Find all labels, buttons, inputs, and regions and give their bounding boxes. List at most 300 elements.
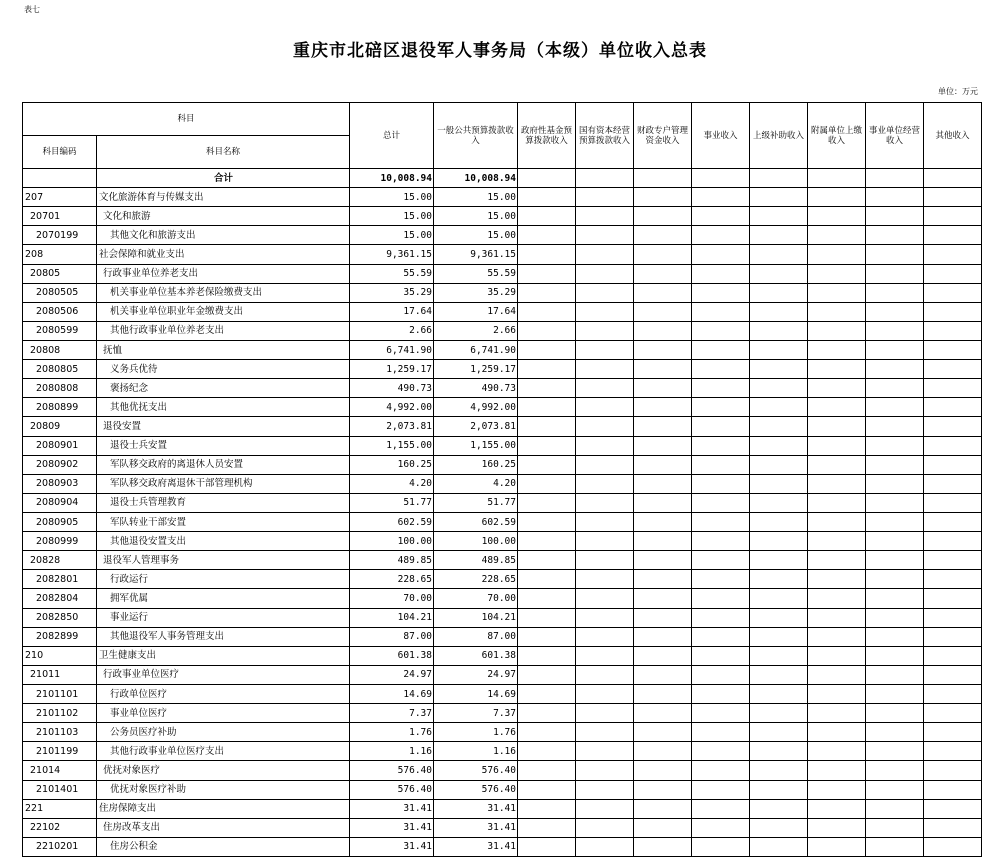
empty-cell — [866, 417, 924, 436]
subject-code-cell: 22102 — [23, 818, 97, 837]
empty-cell — [576, 608, 634, 627]
total-amount-cell: 1,155.00 — [350, 436, 434, 455]
empty-cell — [692, 360, 750, 379]
subject-code-cell: 208 — [23, 245, 97, 264]
empty-cell — [866, 589, 924, 608]
general-budget-cell: 15.00 — [434, 207, 518, 226]
empty-cell — [692, 493, 750, 512]
total-amount-cell: 1,259.17 — [350, 360, 434, 379]
empty-cell — [924, 264, 982, 283]
empty-cell — [866, 360, 924, 379]
empty-cell — [692, 302, 750, 321]
special-fund-header: 财政专户管理资金收入 — [634, 103, 692, 169]
subject-code-cell: 20701 — [23, 207, 97, 226]
table-row — [23, 417, 982, 436]
subject-name-cell: 抚恤 — [97, 340, 350, 359]
subject-name-cell: 退役军人管理事务 — [97, 551, 350, 570]
empty-cell — [866, 474, 924, 493]
empty-cell — [750, 704, 808, 723]
general-budget-cell: 31.41 — [434, 799, 518, 818]
empty-cell — [866, 283, 924, 302]
empty-cell — [808, 398, 866, 417]
subject-code-cell: 20808 — [23, 340, 97, 359]
table-row — [23, 455, 982, 474]
empty-cell — [924, 799, 982, 818]
superior-subsidy-header: 上级补助收入 — [750, 103, 808, 169]
subject-code-cell: 20828 — [23, 551, 97, 570]
table-row — [23, 532, 982, 551]
empty-cell — [518, 646, 576, 665]
total-amount-cell: 2.66 — [350, 321, 434, 340]
empty-cell — [518, 379, 576, 398]
empty-cell — [924, 493, 982, 512]
subject-name-cell: 褒扬纪念 — [97, 379, 350, 398]
empty-cell — [808, 704, 866, 723]
empty-cell — [924, 780, 982, 799]
total-amount-cell: 17.64 — [350, 302, 434, 321]
empty-cell — [866, 264, 924, 283]
general-budget-cell: 31.41 — [434, 818, 518, 837]
empty-cell — [808, 837, 866, 856]
empty-cell — [866, 455, 924, 474]
total-amount-cell: 2,073.81 — [350, 417, 434, 436]
empty-cell — [866, 837, 924, 856]
empty-cell — [576, 646, 634, 665]
empty-cell — [866, 570, 924, 589]
empty-cell — [576, 321, 634, 340]
general-budget-cell: 70.00 — [434, 589, 518, 608]
empty-cell — [750, 474, 808, 493]
empty-cell — [924, 818, 982, 837]
subject-name-cell: 社会保障和就业支出 — [97, 245, 350, 264]
empty-cell — [576, 589, 634, 608]
total-amount-cell: 55.59 — [350, 264, 434, 283]
empty-cell — [692, 646, 750, 665]
subject-name-cell: 其他文化和旅游支出 — [97, 226, 350, 245]
empty-cell — [924, 302, 982, 321]
subject-name-cell: 机关事业单位职业年金缴费支出 — [97, 302, 350, 321]
subject-name-cell: 事业单位医疗 — [97, 704, 350, 723]
subject-name-cell: 军队移交政府离退休干部管理机构 — [97, 474, 350, 493]
empty-cell — [692, 761, 750, 780]
table-row — [23, 264, 982, 283]
subject-name-cell: 退役士兵安置 — [97, 436, 350, 455]
subject-name-cell: 住房保障支出 — [97, 799, 350, 818]
empty-cell — [692, 704, 750, 723]
total-amount-cell: 602.59 — [350, 512, 434, 531]
total-amount-cell: 6,741.90 — [350, 340, 434, 359]
empty-cell — [750, 589, 808, 608]
total-amount-cell: 15.00 — [350, 207, 434, 226]
table-row — [23, 589, 982, 608]
general-budget-cell: 601.38 — [434, 646, 518, 665]
empty-cell — [634, 704, 692, 723]
general-budget-cell: 17.64 — [434, 302, 518, 321]
total-amount-cell: 601.38 — [350, 646, 434, 665]
empty-cell — [634, 665, 692, 684]
empty-cell — [518, 417, 576, 436]
table-row — [23, 723, 982, 742]
empty-cell — [692, 818, 750, 837]
empty-cell — [692, 283, 750, 302]
empty-cell — [866, 245, 924, 264]
total-amount-cell: 31.41 — [350, 818, 434, 837]
empty-cell — [750, 245, 808, 264]
table-row — [23, 627, 982, 646]
empty-cell — [808, 608, 866, 627]
subject-code-cell: 2080506 — [23, 302, 97, 321]
general-budget-cell: 31.41 — [434, 837, 518, 856]
empty-cell — [576, 245, 634, 264]
empty-cell — [808, 665, 866, 684]
empty-cell — [750, 646, 808, 665]
subject-name-cell: 优抚对象医疗补助 — [97, 780, 350, 799]
empty-cell — [750, 188, 808, 207]
total-amount-cell: 160.25 — [350, 455, 434, 474]
subject-name-cell: 其他优抚支出 — [97, 398, 350, 417]
empty-cell — [576, 207, 634, 226]
other-income-header: 其他收入 — [924, 103, 982, 169]
table-row — [23, 245, 982, 264]
empty-cell — [808, 245, 866, 264]
subject-code-cell: 21014 — [23, 761, 97, 780]
empty-cell — [808, 226, 866, 245]
general-budget-cell: 490.73 — [434, 379, 518, 398]
empty-cell — [924, 360, 982, 379]
empty-cell — [750, 493, 808, 512]
empty-cell — [518, 226, 576, 245]
total-amount-cell: 576.40 — [350, 761, 434, 780]
empty-cell — [518, 589, 576, 608]
subject-code-cell: 2210201 — [23, 837, 97, 856]
empty-cell — [518, 761, 576, 780]
empty-cell — [808, 455, 866, 474]
subject-name-cell: 文化旅游体育与传媒支出 — [97, 188, 350, 207]
subject-code-cell: 2080903 — [23, 474, 97, 493]
subject-code-cell: 2080904 — [23, 493, 97, 512]
empty-cell — [576, 398, 634, 417]
empty-cell — [750, 551, 808, 570]
empty-cell — [518, 723, 576, 742]
empty-cell — [634, 379, 692, 398]
empty-cell — [518, 340, 576, 359]
table-row — [23, 665, 982, 684]
subject-code-cell: 210 — [23, 646, 97, 665]
empty-cell — [808, 589, 866, 608]
empty-cell — [750, 780, 808, 799]
empty-cell — [518, 742, 576, 761]
subject-code-cell: 2080599 — [23, 321, 97, 340]
empty-cell — [576, 379, 634, 398]
general-budget-cell: 6,741.90 — [434, 340, 518, 359]
empty-cell — [750, 608, 808, 627]
subject-code-cell: 207 — [23, 188, 97, 207]
total-amount-cell: 15.00 — [350, 188, 434, 207]
empty-cell — [924, 608, 982, 627]
empty-cell — [576, 723, 634, 742]
empty-cell — [808, 493, 866, 512]
empty-cell — [808, 264, 866, 283]
subject-name-cell: 机关事业单位基本养老保险缴费支出 — [97, 283, 350, 302]
subject-code-cell: 2101103 — [23, 723, 97, 742]
general-budget-cell: 55.59 — [434, 264, 518, 283]
empty-cell — [750, 264, 808, 283]
table-row — [23, 340, 982, 359]
name-header: 科目名称 — [97, 136, 350, 169]
empty-cell — [866, 799, 924, 818]
empty-cell — [750, 379, 808, 398]
empty-cell — [518, 264, 576, 283]
total-amount-cell: 228.65 — [350, 570, 434, 589]
empty-cell — [692, 264, 750, 283]
subject-name-cell: 住房改革支出 — [97, 818, 350, 837]
empty-cell — [750, 398, 808, 417]
empty-cell — [924, 837, 982, 856]
general-budget-cell: 602.59 — [434, 512, 518, 531]
empty-cell — [808, 340, 866, 359]
empty-cell — [692, 417, 750, 436]
table-row — [23, 818, 982, 837]
empty-cell — [518, 704, 576, 723]
empty-cell — [808, 360, 866, 379]
empty-cell — [692, 723, 750, 742]
empty-cell — [518, 493, 576, 512]
empty-cell — [808, 818, 866, 837]
subject-code-cell: 2070199 — [23, 226, 97, 245]
table-row — [23, 608, 982, 627]
empty-cell — [576, 532, 634, 551]
empty-cell — [692, 340, 750, 359]
table-row — [23, 742, 982, 761]
table-number-label: 表七 — [24, 5, 40, 14]
empty-cell — [750, 837, 808, 856]
table-row — [23, 321, 982, 340]
subject-code-cell: 20809 — [23, 417, 97, 436]
empty-cell — [808, 321, 866, 340]
empty-cell — [518, 360, 576, 379]
general-budget-cell: 87.00 — [434, 627, 518, 646]
total-amount-cell: 31.41 — [350, 799, 434, 818]
total-amount-cell: 35.29 — [350, 283, 434, 302]
empty-cell — [576, 837, 634, 856]
empty-cell — [692, 799, 750, 818]
empty-cell — [924, 665, 982, 684]
empty-cell — [866, 761, 924, 780]
empty-cell — [518, 818, 576, 837]
empty-cell — [576, 188, 634, 207]
empty-cell — [634, 799, 692, 818]
empty-cell — [750, 340, 808, 359]
general-budget-cell: 1.16 — [434, 742, 518, 761]
empty-cell — [576, 704, 634, 723]
empty-cell — [924, 646, 982, 665]
empty-cell — [634, 589, 692, 608]
empty-cell — [576, 512, 634, 531]
total-amount-cell: 51.77 — [350, 493, 434, 512]
empty-cell — [634, 532, 692, 551]
empty-cell — [750, 436, 808, 455]
empty-cell — [518, 837, 576, 856]
subject-name-cell: 拥军优属 — [97, 589, 350, 608]
total-label: 合计 — [97, 169, 350, 188]
empty-cell — [750, 665, 808, 684]
empty-cell — [750, 455, 808, 474]
subject-code-cell: 2082804 — [23, 589, 97, 608]
empty-cell — [866, 532, 924, 551]
empty-cell — [518, 684, 576, 703]
total-amount-cell: 31.41 — [350, 837, 434, 856]
empty-cell — [924, 207, 982, 226]
subject-name-cell: 公务员医疗补助 — [97, 723, 350, 742]
empty-cell — [808, 302, 866, 321]
empty-cell — [808, 512, 866, 531]
empty-cell — [576, 818, 634, 837]
empty-cell — [692, 188, 750, 207]
general-budget-cell: 35.29 — [434, 283, 518, 302]
empty-cell — [634, 761, 692, 780]
subject-code-cell: 2101199 — [23, 742, 97, 761]
empty-cell — [924, 551, 982, 570]
total-amount-cell: 576.40 — [350, 780, 434, 799]
empty-cell — [576, 417, 634, 436]
subject-code-cell: 20805 — [23, 264, 97, 283]
empty-cell — [634, 264, 692, 283]
general-budget-cell: 9,361.15 — [434, 245, 518, 264]
empty-cell — [634, 742, 692, 761]
general-budget-header: 一般公共预算拨款收入 — [434, 103, 518, 169]
table-row — [23, 704, 982, 723]
subject-code-cell: 2080808 — [23, 379, 97, 398]
subject-name-cell: 其他行政事业单位养老支出 — [97, 321, 350, 340]
total-general-amount: 10,008.94 — [434, 169, 518, 188]
subject-code-cell: 2101401 — [23, 780, 97, 799]
empty-cell — [634, 321, 692, 340]
empty-cell — [692, 321, 750, 340]
empty-cell — [866, 226, 924, 245]
empty-cell — [518, 207, 576, 226]
empty-cell — [576, 665, 634, 684]
subject-code-cell: 2080805 — [23, 360, 97, 379]
empty-cell — [634, 226, 692, 245]
subject-name-cell: 其他行政事业单位医疗支出 — [97, 742, 350, 761]
subject-name-cell: 义务兵优待 — [97, 360, 350, 379]
empty-cell — [518, 474, 576, 493]
general-budget-cell: 1,155.00 — [434, 436, 518, 455]
empty-cell — [692, 226, 750, 245]
empty-cell — [924, 226, 982, 245]
empty-cell — [866, 436, 924, 455]
affiliate-income-header: 附属单位上缴收入 — [808, 103, 866, 169]
empty-cell — [808, 379, 866, 398]
total-amount-cell: 7.37 — [350, 704, 434, 723]
empty-cell — [808, 684, 866, 703]
empty-cell — [692, 398, 750, 417]
empty-cell — [518, 608, 576, 627]
general-budget-cell: 576.40 — [434, 761, 518, 780]
empty-cell — [924, 436, 982, 455]
empty-cell — [576, 283, 634, 302]
total-amount-cell: 1.16 — [350, 742, 434, 761]
empty-cell — [576, 761, 634, 780]
empty-cell — [808, 761, 866, 780]
empty-cell — [808, 799, 866, 818]
empty-cell — [924, 761, 982, 780]
empty-cell — [692, 512, 750, 531]
total-amount-cell: 15.00 — [350, 226, 434, 245]
subject-code-cell: 221 — [23, 799, 97, 818]
empty-cell — [692, 379, 750, 398]
empty-cell — [576, 302, 634, 321]
career-income-header: 事业收入 — [692, 103, 750, 169]
empty-cell — [866, 627, 924, 646]
general-budget-cell: 1,259.17 — [434, 360, 518, 379]
empty-cell — [634, 245, 692, 264]
empty-cell — [576, 455, 634, 474]
empty-cell — [750, 360, 808, 379]
general-budget-cell: 14.69 — [434, 684, 518, 703]
empty-cell — [750, 761, 808, 780]
empty-cell — [808, 551, 866, 570]
empty-cell — [518, 665, 576, 684]
empty-cell — [518, 245, 576, 264]
empty-cell — [692, 684, 750, 703]
empty-cell — [924, 321, 982, 340]
empty-cell — [924, 532, 982, 551]
table-row — [23, 283, 982, 302]
subject-code-cell: 2080999 — [23, 532, 97, 551]
total-amount-cell: 87.00 — [350, 627, 434, 646]
empty-cell — [692, 589, 750, 608]
subject-name-cell: 行政运行 — [97, 570, 350, 589]
code-header: 科目编码 — [23, 136, 97, 169]
empty-cell — [634, 837, 692, 856]
empty-cell — [634, 684, 692, 703]
table-row — [23, 436, 982, 455]
empty-cell — [924, 742, 982, 761]
table-row — [23, 207, 982, 226]
subject-code-cell: 2101101 — [23, 684, 97, 703]
empty-cell — [634, 818, 692, 837]
general-budget-cell: 51.77 — [434, 493, 518, 512]
table-row — [23, 474, 982, 493]
subject-name-cell: 行政单位医疗 — [97, 684, 350, 703]
empty-cell — [634, 551, 692, 570]
table-row — [23, 398, 982, 417]
empty-cell — [692, 608, 750, 627]
total-amount-cell: 4,992.00 — [350, 398, 434, 417]
empty-cell — [576, 799, 634, 818]
empty-cell — [924, 512, 982, 531]
empty-cell — [518, 532, 576, 551]
empty-cell — [808, 570, 866, 589]
empty-cell — [750, 417, 808, 436]
empty-cell — [692, 474, 750, 493]
general-budget-cell: 2,073.81 — [434, 417, 518, 436]
total-row — [23, 169, 982, 188]
general-budget-cell: 576.40 — [434, 780, 518, 799]
total-amount-cell: 70.00 — [350, 589, 434, 608]
subject-name-cell: 文化和旅游 — [97, 207, 350, 226]
empty-cell — [924, 723, 982, 742]
empty-cell — [634, 723, 692, 742]
empty-cell — [866, 340, 924, 359]
empty-cell — [808, 646, 866, 665]
table-row — [23, 302, 982, 321]
empty-cell — [692, 551, 750, 570]
empty-cell — [634, 512, 692, 531]
empty-cell — [866, 646, 924, 665]
empty-cell — [924, 589, 982, 608]
